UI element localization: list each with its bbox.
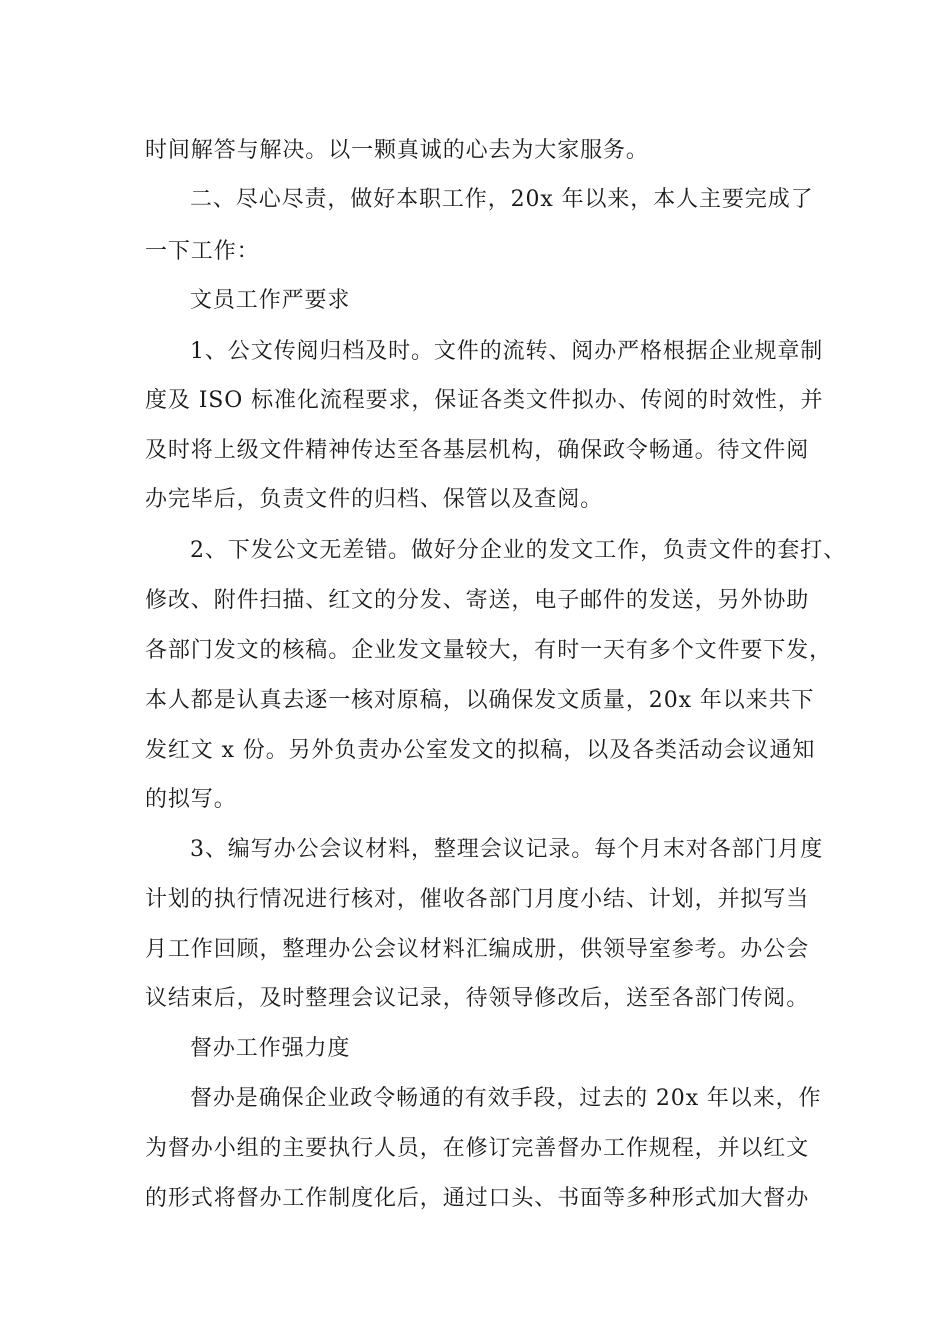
text-line: 二、尽心尽责，做好本职工作，20x 年以来，本人主要完成了	[190, 187, 814, 212]
text-line: 1、公文传阅归档及时。文件的流转、阅办严格根据企业规章制	[190, 339, 824, 364]
text-line: 2、下发公文无差错。做好分企业的发文工作，负责文件的套打、	[190, 538, 847, 563]
text-line: 的形式将督办工作制度化后，通过口头、书面等多种形式加大督办	[145, 1186, 810, 1211]
text-line: 及时将上级文件精神传达至各基层机构，确保政令畅通。待文件阅	[145, 438, 810, 463]
text-line: 3、编写办公会议材料，整理会议记录。每个月末对各部门月度	[190, 837, 824, 862]
text-line: 为督办小组的主要执行人员，在修订完善督办工作规程，并以红文	[145, 1136, 810, 1161]
text-line: 修改、附件扫描、红文的分发、寄送，电子邮件的发送，另外协助	[145, 588, 810, 613]
text-line: 发红文 x 份。另外负责办公室发文的拟稿，以及各类活动会议通知	[145, 738, 816, 763]
text-line: 时间解答与解决。以一颗真诚的心去为大家服务。	[145, 138, 649, 163]
text-line: 议结束后，及时整理会议记录，待领导修改后，送至各部门传阅。	[145, 986, 810, 1011]
text-line: 办完毕后，负责文件的归档、保管以及查阅。	[145, 487, 604, 512]
text-line: 月工作回顾，整理办公会议材料汇编成册，供领导室参考。办公会	[145, 937, 810, 962]
section-heading: 文员工作严要求	[190, 288, 351, 313]
text-line: 各部门发文的核稿。企业发文量较大，有时一天有多个文件要下发，	[145, 638, 833, 663]
text-line: 计划的执行情况进行核对，催收各部门月度小结、计划，并拟写当	[145, 887, 810, 912]
text-line: 度及 ISO 标准化流程要求，保证各类文件拟办、传阅的时效性，并	[145, 388, 824, 413]
text-line: 的拟写。	[145, 787, 237, 812]
section-heading: 督办工作强力度	[190, 1036, 351, 1061]
text-line: 一下工作：	[145, 239, 260, 264]
text-line: 督办是确保企业政令畅通的有效手段，过去的 20x 年以来，作	[190, 1086, 822, 1111]
text-line: 本人都是认真去逐一核对原稿，以确保发文质量，20x 年以来共下	[145, 688, 815, 713]
